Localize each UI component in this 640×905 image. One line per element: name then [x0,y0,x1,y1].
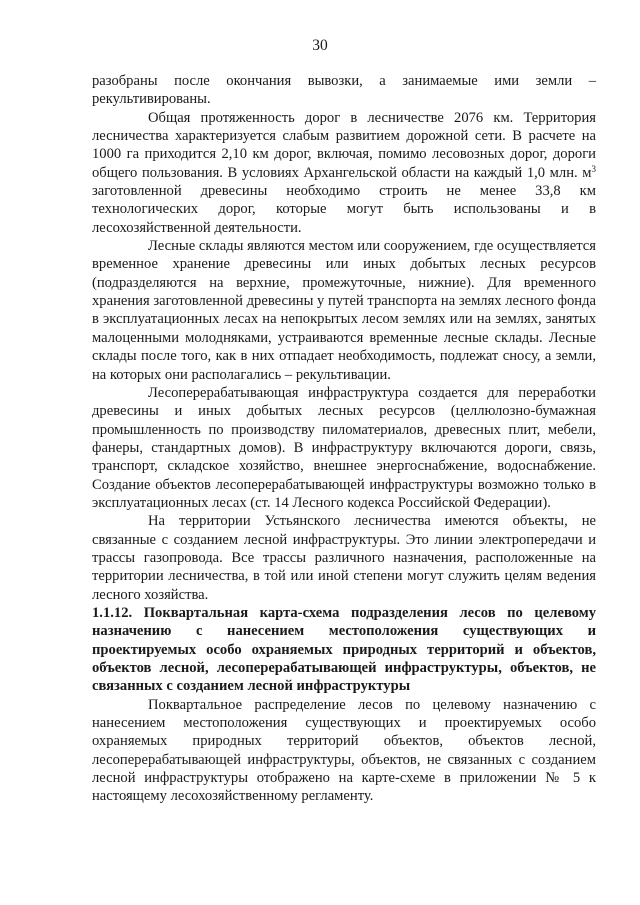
page-number: 30 [312,37,328,54]
paragraph-forest-warehouses: Лесные склады являются местом или сооружением, где осуществляется временное хранение древесины или иных добытых лесных ресурсов (подразделяются на верхние, промежуточные, нижние). Для временного хранения заготовленной древесины у путей транспорта на землях лесного фонда в эксплуатационных лесах на непокрытых лесом землях или на землях, занятых малоценными молодняками, устраиваются временные лесные склады. Лесные склады после того, как в них отпадает необходимость, подлежат сносу, а земли, на которых они располагались – рекультивации. [92,238,596,383]
paragraph-roads-text: Общая протяженность дорог в лесничестве 2076 км. Территория лесничества характеризуется слабым развитием дорожной сети. В расчете на 1000 га приходится 2,10 км дорог, включая, помимо лесовозных дорог, дороги общего пользования. В условиях Архангельской области на каждый 1,0 млн. м [92,109,596,181]
paragraph-processing-infrastructure: Лесоперерабатывающая инфраструктура создается для переработки древесины и иных добытых лесных ресурсов (целлюлозно-бумажная промышленность по производству пиломатериалов, древесных плит, мебели, фанеры, стандартных домов). В инфраструктуру включаются дороги, связь, транспорт, складское хозяйство, внешнее энергоснабжение, водоснабжение. Создание объектов лесоперерабатывающей инфраструктуры возможно только в эксплуатационных лесах (ст. 14 Лесного кодекса Российской Федерации). [92,384,596,511]
section-heading: 1.1.12. Поквартальная карта-схема подразделения лесов по целевому назначению с нанесением местоположения существующих и проектируемых особо охраняемых природных территорий и объектов, объектов лесной, лесоперерабатывающей инфраструктуры, объектов, не связанных с созданием лесной инфраструктуры [92,604,596,695]
cubic-superscript: 3 [591,163,596,174]
document-body [92,72,596,806]
paragraph-continuation: разобраны после окончания вывозки, а занимаемые ими земли – рекультивированы. [92,73,596,108]
paragraph-roads [92,109,596,237]
paragraph-non-forest-objects: На территории Устьянского лесничества имеются объекты, не связанные с созданием лесной инфраструктуры. Это линии электропередачи и трассы газопровода. Все трассы различного назначения, расположенные на территории лесничества, в той или иной степени могут служить целям ведения лесного хозяйства. [92,513,596,603]
paragraph-roads-text-end: заготовленной древесины необходимо строить не менее 33,8 км технологических дорог, которые могут быть использованы и в лесохозяйственной деятельности. [92,183,596,236]
paragraph-map-reference: Поквартальное распределение лесов по целевому назначению с нанесением местоположения существующих и проектируемых особо охраняемых природных территорий объектов, объектов лесной, лесоперерабатывающей инфраструктуры, объектов, не связанных с созданием лесной инфраструктуры отображено на карте-схеме в приложении № 5 к настоящему лесохозяйственному регламенту. [92,696,596,805]
